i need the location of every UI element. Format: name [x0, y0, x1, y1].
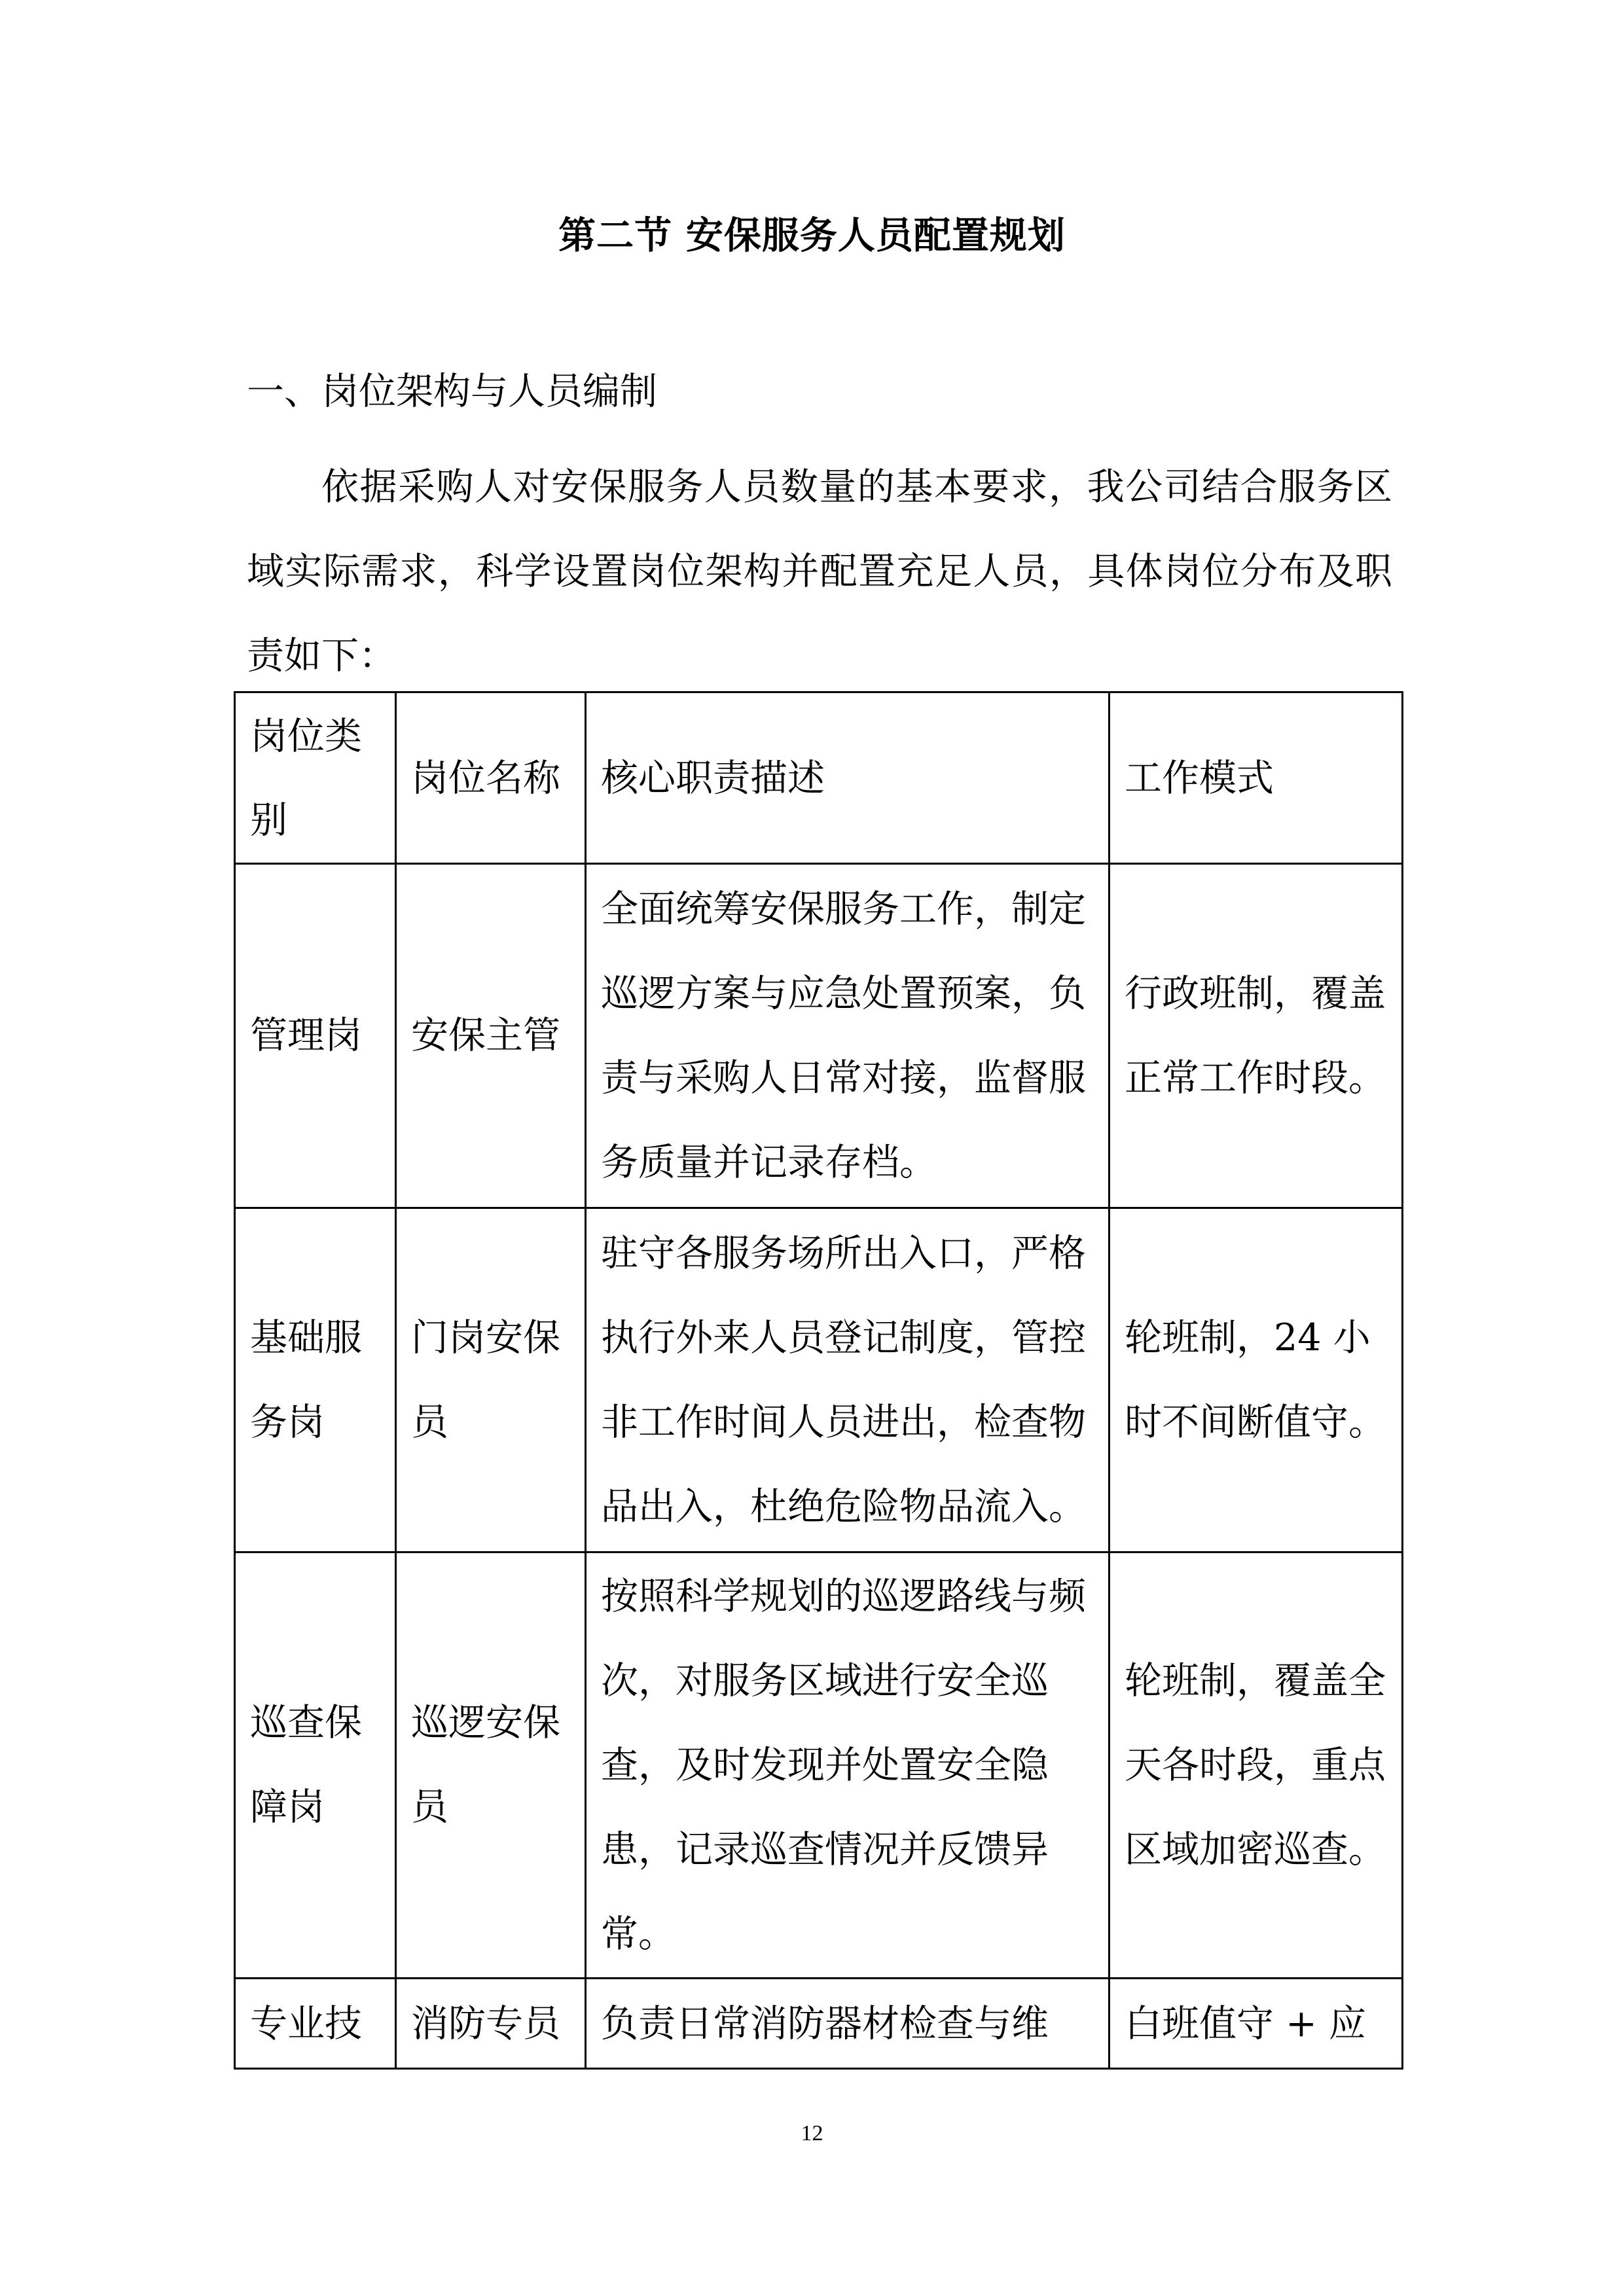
header-category: 岗位类别: [235, 692, 396, 864]
cell-mode: 轮班制，覆盖全天各时段，重点区域加密巡查。: [1110, 1552, 1403, 1979]
cell-category: 管理岗: [235, 864, 396, 1208]
header-mode: 工作模式: [1110, 692, 1403, 864]
cell-category: 巡查保障岗: [235, 1552, 396, 1979]
cell-name: 消防专员: [396, 1979, 586, 2069]
cell-duties: 按照科学规划的巡逻路线与频次，对服务区域进行安全巡查，及时发现并处置安全隐患，记录巡查情况并反馈异常。: [586, 1552, 1110, 1979]
header-name: 岗位名称: [396, 692, 586, 864]
cell-duties: 负责日常消防器材检查与维: [586, 1979, 1110, 2069]
cell-mode: 行政班制，覆盖正常工作时段。: [1110, 864, 1403, 1208]
cell-category: 基础服务岗: [235, 1208, 396, 1552]
table-header-row: [235, 692, 1403, 864]
cell-mode: 白班值守 + 应: [1110, 1979, 1403, 2069]
intro-paragraph: 依据采购人对安保服务人员数量的基本要求，我公司结合服务区域实际需求，科学设置岗位架构并配置充足人员，具体岗位分布及职责如下：: [247, 465, 1392, 677]
staffing-table: [234, 691, 1403, 2070]
cell-duties: 驻守各服务场所出入口，严格执行外来人员登记制度，管控非工作时间人员进出，检查物品出入，杜绝危险物品流入。: [586, 1208, 1110, 1552]
table-row: [235, 1552, 1403, 1979]
table-row: [235, 864, 1403, 1208]
cell-category: 专业技: [235, 1979, 396, 2069]
cell-name: 巡逻安保员: [396, 1552, 586, 1979]
header-duties: 核心职责描述: [586, 692, 1110, 864]
section-title: 第二节 安保服务人员配置规划: [558, 214, 1066, 257]
cell-mode: 轮班制，24 小时不间断值守。: [1110, 1208, 1403, 1552]
cell-name: 门岗安保员: [396, 1208, 586, 1552]
table-row: [235, 1979, 1403, 2069]
cell-duties: 全面统筹安保服务工作，制定巡逻方案与应急处置预案，负责与采购人日常对接，监督服务质量并记录存档。: [586, 864, 1110, 1208]
page-number: 12: [801, 2121, 823, 2145]
table-row: [235, 1208, 1403, 1552]
cell-name: 安保主管: [396, 864, 586, 1208]
section-heading: 一、岗位架构与人员编制: [247, 370, 657, 413]
